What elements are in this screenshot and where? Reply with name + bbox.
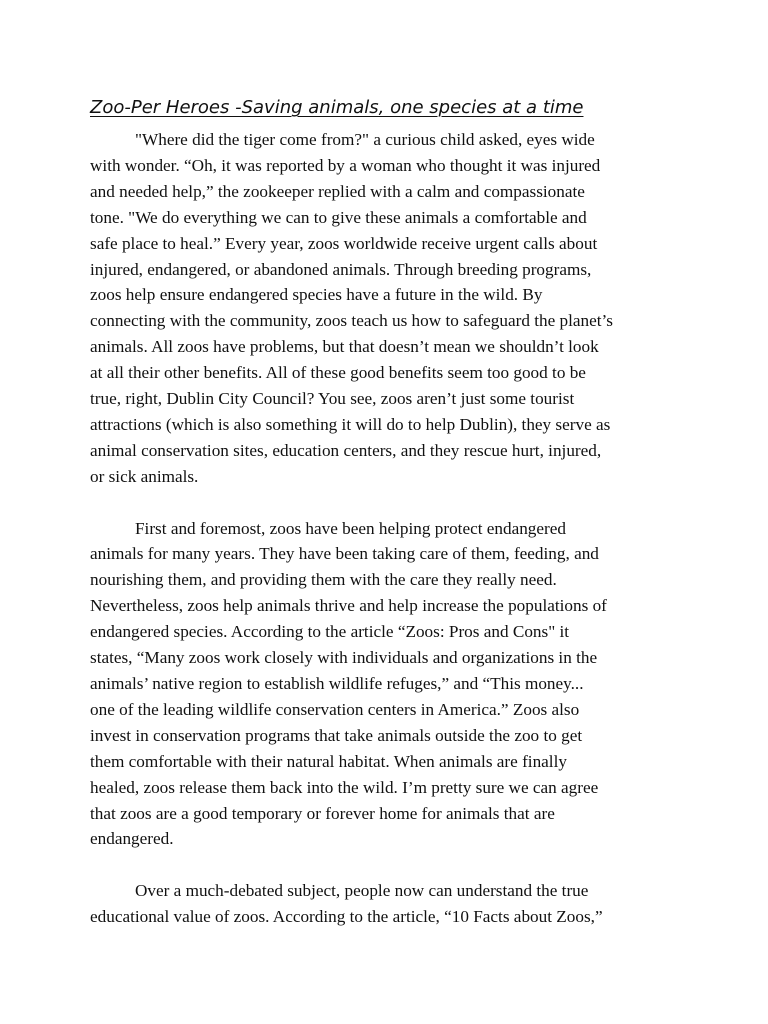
text-line: them comfortable with their natural habitat. When animals are finally xyxy=(90,751,567,771)
text-line: one of the leading wildlife conservation centers in America.” Zoos also xyxy=(90,699,580,719)
text-line: endangered species. According to the article “Zoos: Pros and Cons" it xyxy=(90,622,570,642)
text-line: Nevertheless, zoos help animals thrive and help increase the populations of xyxy=(90,596,607,616)
text-line: attractions (which is also something it will do to help Dublin), they serve as xyxy=(90,414,611,434)
text-line: states, “Many zoos work closely with individuals and organizations in the xyxy=(90,648,598,668)
text-line: zoos help ensure endangered species have a future in the wild. By xyxy=(90,285,543,305)
text-line: and needed help,” the zookeeper replied with a calm and compassionate xyxy=(90,181,585,201)
text-line: educational value of zoos. According to the article, “10 Facts about Zoos,” xyxy=(90,907,603,927)
paragraph-1 xyxy=(90,127,690,490)
text-line: connecting with the community, zoos teach us how to safeguard the planet’s xyxy=(90,311,613,331)
text-line: safe place to heal.” Every year, zoos worldwide receive urgent calls about xyxy=(90,233,598,253)
paragraph-3 xyxy=(90,878,690,930)
text-line: or sick animals. xyxy=(90,466,199,486)
text-line: animals. All zoos have problems, but that doesn’t mean we shouldn’t look xyxy=(90,337,599,357)
text-line: animals for many years. They have been taking care of them, feeding, and xyxy=(90,544,599,564)
text-line: First and foremost, zoos have been helping protect endangered xyxy=(135,518,566,538)
text-line: true, right, Dublin City Council? You see, zoos aren’t just some tourist xyxy=(90,389,575,409)
paragraph-2 xyxy=(90,516,690,853)
document-title: Zoo-Per Heroes -Saving animals, one species at a time xyxy=(90,97,584,118)
text-line: at all their other benefits. All of these good benefits seem too good to be xyxy=(90,363,586,383)
text-line: endangered. xyxy=(90,829,174,849)
document-body xyxy=(90,127,690,930)
text-line: invest in conservation programs that take animals outside the zoo to get xyxy=(90,725,583,745)
text-line: that zoos are a good temporary or forever home for animals that are xyxy=(90,803,555,823)
text-line: injured, endangered, or abandoned animals. Through breeding programs, xyxy=(90,259,592,279)
text-line: tone. "We do everything we can to give these animals a comfortable and xyxy=(90,207,587,227)
paragraph-spacer xyxy=(90,490,690,516)
text-line: animal conservation sites, education centers, and they rescue hurt, injured, xyxy=(90,440,602,460)
text-line: "Where did the tiger come from?" a curious child asked, eyes wide xyxy=(135,130,595,149)
text-line: healed, zoos release them back into the wild. I’m pretty sure we can agree xyxy=(90,777,599,797)
text-line: nourishing them, and providing them with the care they really need. xyxy=(90,570,557,590)
text-line: with wonder. “Oh, it was reported by a woman who thought it was injured xyxy=(90,155,601,175)
text-line: animals’ native region to establish wildlife refuges,” and “This money... xyxy=(90,674,584,694)
paragraph-spacer xyxy=(90,852,690,878)
text-line: Over a much-debated subject, people now can understand the true xyxy=(135,881,589,901)
